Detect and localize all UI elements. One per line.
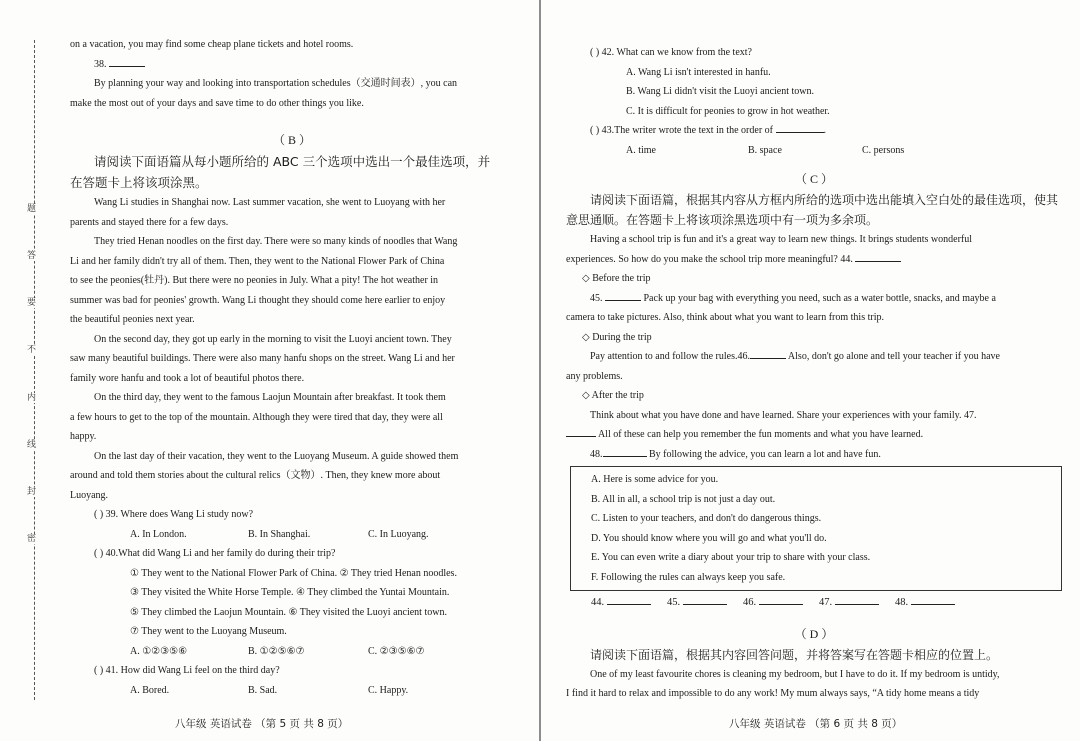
question-40-item: ① They went to the National Flower Park of China. ② They tried Henan noodles. [130,567,457,579]
answer-slot-44 [591,593,667,613]
answer-blank-46[interactable] [750,347,786,359]
passage-line: Think about what you have done and have learned. Share your experiences with your family. 47. [590,409,977,421]
option-b[interactable]: B. Wang Li didn't visit the Luoyi ancient town. [626,86,815,97]
answer-blank[interactable] [911,593,955,605]
passage-line: On the third day, they went to the famous Laojun Mountain after breakfast. It took them [94,392,446,403]
answer-blank[interactable] [835,593,879,605]
passage-line: They tried Henan noodles on the first day. There were so many kinds of noodles that Wang [94,236,458,247]
question-40-item: ⑦ They went to the Luoyang Museum. [130,626,287,637]
answer-label: 48. [895,596,909,608]
text-line: on a vacation, you may find some cheap plane tickets and hotel rooms. [70,39,354,50]
question-38-number: 38. [94,58,109,70]
question-43-text: ( ) 43.The writer wrote the text in the order of [590,125,776,136]
passage-line: summer was bad for peonies' growth. Wang Li thought they should come here earlier to enjoy [70,294,446,306]
answer-blank-45[interactable] [605,289,641,301]
answer-slot-46 [743,593,819,613]
question-41: ( ) 41. How did Wang Li feel on the third day? [94,665,280,676]
question-40: ( ) 40.What did Wang Li and her family do during their trip? [94,548,336,559]
answer-slot-45 [667,593,743,613]
option-a[interactable]: A. Wang Li isn't interested in hanfu. [626,66,771,78]
passage-line [566,250,1062,270]
section-d-instruction: 请阅读下面语篇，根据其内容回答问题，并将答案写在答题卡相应的位置上。 [590,647,999,662]
passage-line: family wore hanfu and took a lot of beautiful photos there. [70,372,305,384]
passage-line: Wang Li studies in Shanghai now. Last summer vacation, she went to Luoyang with her [94,197,446,208]
binding-margin-text [27,204,36,544]
option-d: D. You should know where you will go and what you'll do. [591,532,827,544]
section-c-instruction: 请阅读下面语篇，根据其内容从方框内所给的选项中选出能填入空白处的最佳选项，使其 [590,193,1059,207]
answer-blank[interactable] [607,593,651,605]
binding-char: 内 [27,392,37,403]
right-column [566,43,1062,704]
subheading-during-trip: ◇ During the trip [582,331,652,343]
question-40-options [70,642,514,662]
option-c[interactable]: C. ②③⑤⑥⑦ [368,645,425,657]
question-41-options [70,681,514,701]
option-c[interactable]: C. In Luoyang. [368,528,429,540]
passage-line: Luoyang. [70,489,109,501]
section-b-instruction: 在答题卡上将该项涂黑。 [70,175,208,190]
question-43: ( ) 43.The writer wrote the text in the order of . [566,121,1062,141]
passage-line: a few hours to get to the top of the mountain. Although they were tired that day, they were all [70,411,443,423]
passage-text: Also, don't go alone and tell your teacher if you have [785,351,1000,362]
binding-char: 要 [27,298,37,309]
passage-line [566,425,1062,445]
passage-line: the beautiful peonies next year. [70,314,195,325]
passage-line: Li and her family didn't try all of them. Then, they went to the National Flower Park of China [70,255,445,267]
answer-blank-44[interactable] [855,250,901,262]
options-box [570,466,1062,591]
answer-blank-47[interactable] [566,425,596,437]
option-c[interactable]: C. It is difficult for peonies to grow in hot weather. [626,105,830,117]
question-39-options [70,525,514,545]
passage-text: By following the advice, you can learn a lot and have fun. [646,448,881,460]
passage-text: Pay attention to and follow the rules.46. [590,351,750,362]
section-b-heading: （ B ） [272,133,311,147]
page-footer: 八年级 英语试卷 （第 6 页 共 8 页） [729,718,903,730]
section-c-heading: （ C ） [794,172,833,186]
passage-line: to see the peonies(牡丹). But there were no peonies in July. What a pity! The hot weather in [70,275,439,286]
section-d-heading: （ D ） [794,626,834,641]
passage-text: 45. [590,292,605,304]
answer-label: 45. [667,596,681,608]
answer-slot-48 [895,593,955,613]
subheading-before-trip: ◇ Before the trip [582,273,651,284]
passage-line: On the last day of their vacation, they went to the Luoyang Museum. A guide showed them [94,450,459,462]
option-b[interactable]: B. ①②⑤⑥⑦ [248,645,305,657]
passage-line: happy. [70,431,97,442]
question-38 [70,55,514,75]
passage-line: any problems. [566,370,623,382]
question-43-options [566,141,1062,161]
question-42: ( ) 42. What can we know from the text? [590,47,752,58]
passage-line [566,289,1062,309]
question-39: ( ) 39. Where does Wang Li study now? [94,509,254,520]
answer-row [566,593,1062,613]
answer-label: 44. [591,596,605,608]
option-a[interactable]: A. ①②③⑤⑥ [130,645,188,657]
option-b[interactable]: B. Sad. [248,684,278,696]
binding-char: 封 [27,486,37,497]
passage-text: experiences. So how do you make the school trip more meaningful? 44. [566,253,856,265]
passage-line: around and told them stories about the cultural relics（文物）. Then, they knew more about [70,470,441,481]
answer-blank[interactable] [683,593,727,605]
passage-line: camera to take pictures. Also, think about what you want to learn from this trip. [566,312,884,323]
binding-char: 不 [27,345,37,356]
passage-line: saw many beautiful buildings. There were also many hanfu shops on the street. Wang Li and her [70,353,455,364]
answer-blank-48[interactable] [603,445,647,457]
option-b[interactable]: B. In Shanghai. [248,528,311,540]
passage-line: One of my least favourite chores is cleaning my bedroom, but I have to do it. If my bedroom is untidy, [590,668,1000,680]
binding-char: 题 [27,204,37,214]
page-footer: 八年级 英语试卷 （第 5 页 共 8 页） [175,718,349,730]
passage-line: parents and stayed there for a few days. [70,216,229,228]
passage-line: On the second day, they got up early in the morning to visit the Luoyi ancient town. They [94,333,452,345]
option-e: E. You can even write a diary about your trip to share with your class. [591,552,871,564]
text-line: make the most out of your days and save time to do other things you like. [70,97,364,109]
text-line: By planning your way and looking into transportation schedules（交通时间表）, you can [94,78,458,89]
binding-char: 密 [27,533,37,544]
passage-text: 48. [590,448,603,460]
answer-slot-47 [819,593,895,613]
question-40-item: ⑤ They climbed the Laojun Mountain. ⑥ They visited the Luoyi ancient town. [130,606,447,618]
answer-label: 46. [743,596,757,608]
section-b-instruction: 请阅读下面语篇从每小题所给的 ABC 三个选项中选出一个最佳选项，并 [94,154,491,169]
option-c[interactable]: C. persons [862,144,905,156]
answer-label: 47. [819,596,833,608]
answer-blank[interactable] [759,593,803,605]
passage-line [566,347,1062,367]
answer-blank-43[interactable] [776,121,824,133]
right-page [541,0,1080,741]
answer-blank-38[interactable] [109,55,145,67]
option-b: B. All in all, a school trip is not just a day out. [591,493,776,505]
option-c: C. Listen to your teachers, and don't do dangerous things. [591,513,822,525]
passage-text: Pack up your bag with everything you need, such as a water bottle, snacks, and maybe a [641,292,996,304]
option-a[interactable]: A. time [626,144,656,156]
option-a[interactable]: A. In London. [130,528,187,540]
passage-line [566,445,1062,465]
passage-text: All of these can help you remember the fun moments and what you have learned. [596,429,924,440]
question-40-item: ③ They visited the White Horse Temple. ④ They climbed the Yuntai Mountain. [130,587,450,598]
section-c-instruction: 意思通顺。在答题卡上将该项涂黑选项中有一项为多余项。 [566,213,879,227]
left-column [70,35,514,700]
option-c[interactable]: C. Happy. [368,684,409,696]
subheading-after-trip: ◇ After the trip [582,390,644,401]
option-a: A. Here is some advice for you. [591,474,719,485]
passage-line: I find it hard to relax and impossible to do any work! My mum always says, “A tidy home means a tidy [566,688,980,700]
binding-char: 答 [27,251,37,262]
option-a[interactable]: A. Bored. [130,684,170,696]
passage-line: Having a school trip is fun and it's a great way to learn new things. It brings students wonderful [590,234,973,245]
option-f: F. Following the rules can always keep you safe. [591,571,786,583]
option-b[interactable]: B. space [748,144,782,156]
binding-char: 线 [27,439,37,450]
